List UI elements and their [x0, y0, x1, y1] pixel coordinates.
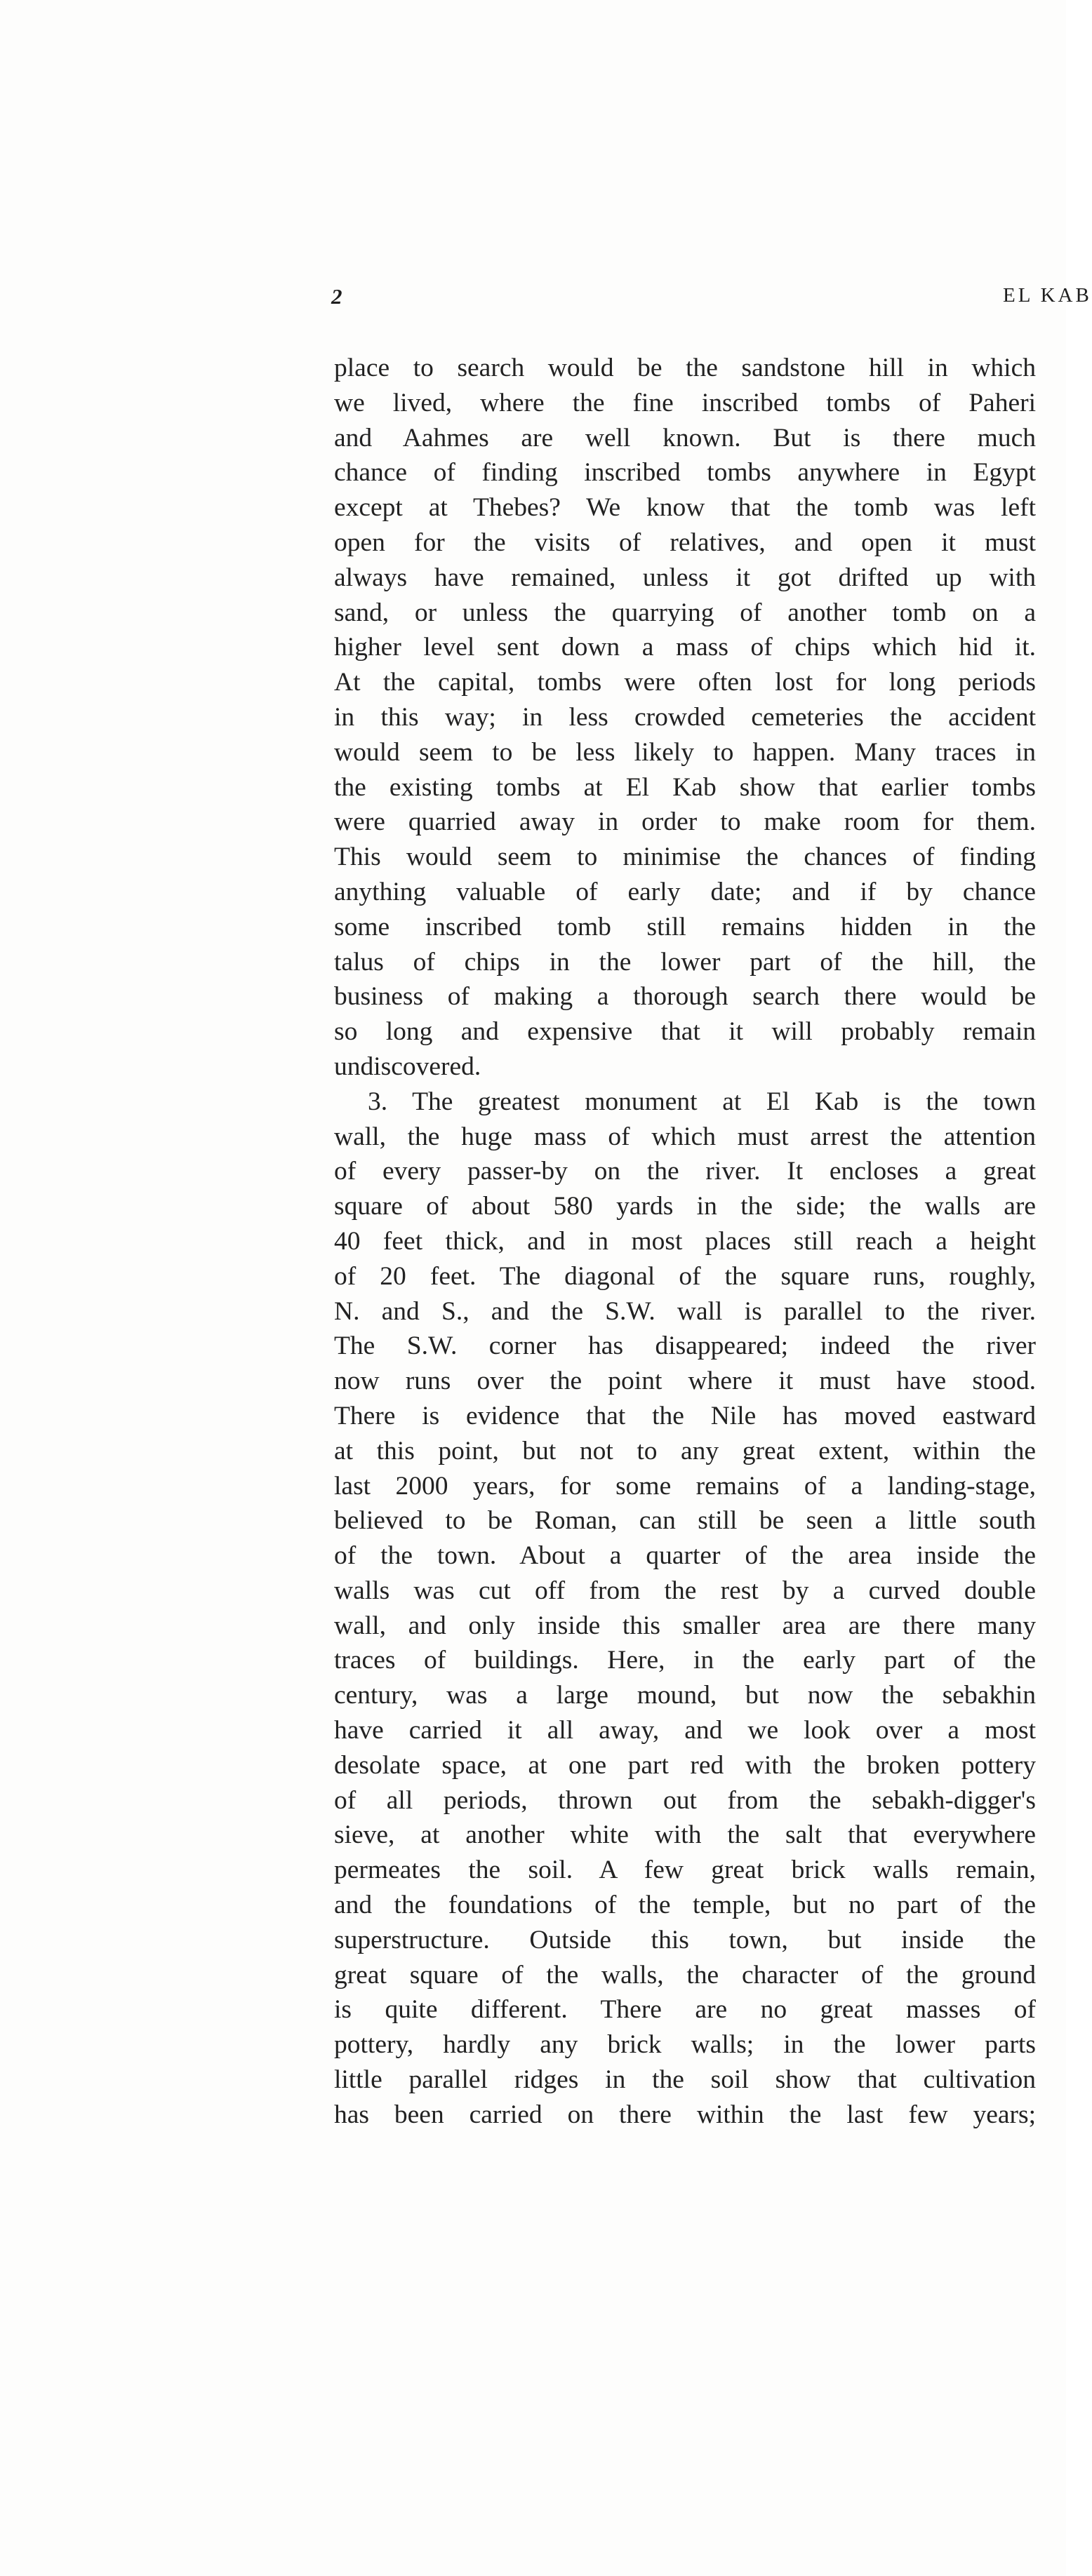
text-line: permeates the soil. A few great brick walls remain,	[334, 1856, 1036, 1885]
text-line: always have remained, unless it got drifted up with	[334, 563, 1036, 592]
text-line: were quarried away in order to make room for them.	[334, 807, 1036, 837]
text-line: undiscovered.	[334, 1052, 481, 1081]
text-line: now runs over the point where it must have stood.	[334, 1367, 1036, 1396]
text-line: sieve, at another white with the salt that everywhere	[334, 1820, 1036, 1850]
text-line: open for the visits of relatives, and open it must	[334, 528, 1036, 557]
text-line: The S.W. corner has disappeared; indeed the river	[334, 1331, 1036, 1361]
text-line: 40 feet thick, and in most places still reach a height	[334, 1226, 1036, 1256]
text-line: talus of chips in the lower part of the hill, the	[334, 947, 1036, 977]
text-line: N. and S., and the S.W. wall is parallel to the river.	[334, 1296, 1036, 1326]
text-line: business of making a thorough search there would be	[334, 982, 1036, 1012]
text-line: pottery, hardly any brick walls; in the lower parts	[334, 2030, 1036, 2060]
text-line: little parallel ridges in the soil show that cultivation	[334, 2065, 1036, 2095]
running-head: EL KAB	[1003, 284, 1092, 307]
text-line: of the town. About a quarter of the area inside the	[334, 1541, 1036, 1571]
text-line: and the foundations of the temple, but no part of the	[334, 1891, 1036, 1920]
text-line: traces of buildings. Here, in the early part of the	[334, 1646, 1036, 1675]
text-line: desolate space, at one part red with the broken pottery	[334, 1750, 1036, 1780]
text-line: great square of the walls, the character of the ground	[334, 1960, 1036, 1990]
text-line: last 2000 years, for some remains of a landing-stage,	[334, 1471, 1036, 1501]
text-line: sand, or unless the quarrying of another tomb on a	[334, 598, 1036, 627]
text-line: walls was cut off from the rest by a curved double	[334, 1576, 1036, 1605]
text-line: place to search would be the sandstone hill in which	[334, 354, 1036, 382]
text-line: square of about 580 yards in the side; the walls are	[334, 1192, 1036, 1221]
page-header	[331, 284, 1092, 319]
text-line: the existing tombs at El Kab show that earlier tombs	[334, 772, 1036, 802]
text-line: would seem to be less likely to happen. Many traces in	[334, 737, 1036, 767]
text-line: we lived, where the fine inscribed tombs of Paheri	[334, 388, 1036, 417]
text-line: chance of finding inscribed tombs anywhere in Egypt	[334, 458, 1036, 488]
text-line: is quite different. There are no great masses of	[334, 1995, 1036, 2025]
text-line: has been carried on there within the last few years;	[334, 2100, 1036, 2129]
text-line: wall, the huge mass of which must arrest the attention	[334, 1122, 1036, 1151]
text-line: at this point, but not to any great extent, within the	[334, 1436, 1036, 1465]
body-text	[334, 351, 1036, 2133]
text-line: some inscribed tomb still remains hidden in the	[334, 912, 1036, 941]
text-line: in this way; in less crowded cemeteries the accident	[334, 702, 1036, 732]
text-line: century, was a large mound, but now the sebakhin	[334, 1681, 1036, 1710]
text-line: At the capital, tombs were often lost for long periods	[334, 668, 1036, 697]
text-line: have carried it all away, and we look over a most	[334, 1716, 1036, 1745]
text-line: so long and expensive that it will probably remain	[334, 1017, 1036, 1047]
text-line: higher level sent down a mass of chips which hid it.	[334, 633, 1036, 662]
text-line: of 20 feet. The diagonal of the square runs, roughly,	[334, 1261, 1036, 1291]
text-line: superstructure. Outside this town, but inside the	[334, 1925, 1036, 1954]
page-number: 2	[331, 284, 342, 309]
text-line: and Aahmes are well known. But is there much	[334, 423, 1036, 452]
text-line: There is evidence that the Nile has moved eastward	[334, 1401, 1036, 1430]
text-line: except at Thebes? We know that the tomb was left	[334, 493, 1036, 523]
text-line: of every passer-by on the river. It encloses a great	[334, 1157, 1036, 1186]
text-line: of all periods, thrown out from the sebakh-digger's	[334, 1785, 1036, 1815]
text-line: This would seem to minimise the chances of finding	[334, 843, 1036, 872]
text-line: anything valuable of early date; and if by chance	[334, 877, 1036, 906]
section-start-line: 3. The greatest monument at El Kab is the town	[368, 1087, 1036, 1116]
text-line: wall, and only inside this smaller area are there many	[334, 1611, 1036, 1640]
text-line: believed to be Roman, can still be seen a little south	[334, 1506, 1036, 1536]
